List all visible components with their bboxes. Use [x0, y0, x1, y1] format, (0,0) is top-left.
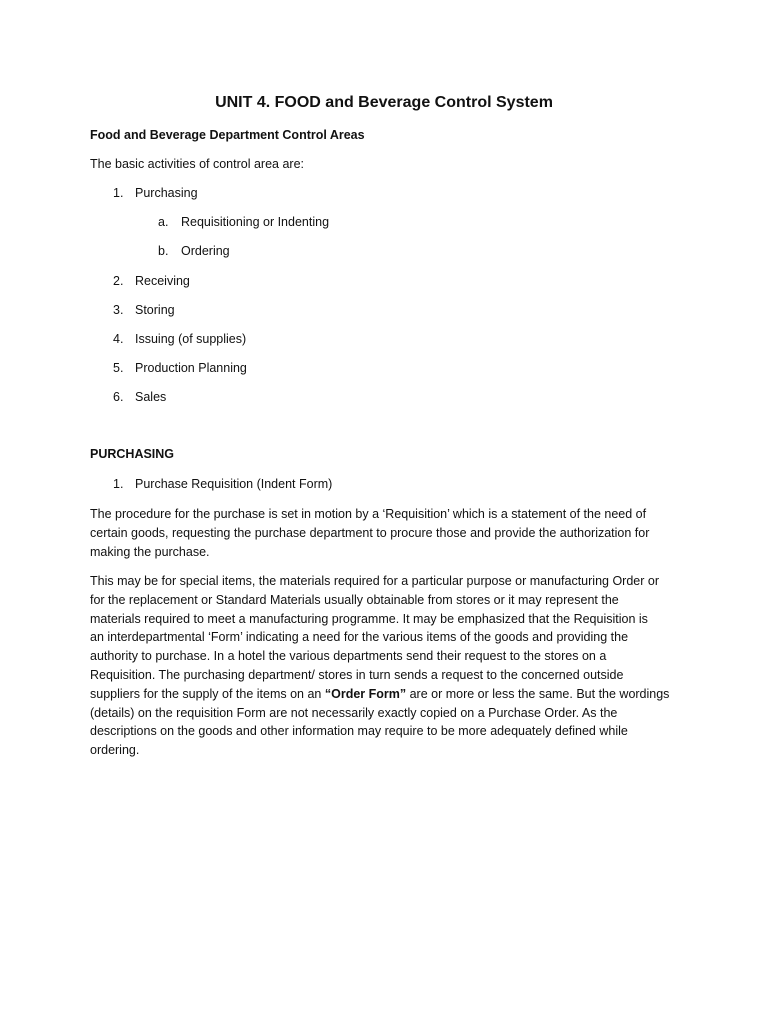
paragraph-line: certain goods, requesting the purchase department to procure those and provide the authorization for	[90, 525, 650, 540]
list-number: 5.	[113, 361, 124, 375]
line-text: suppliers for the supply of the items on an	[90, 686, 325, 701]
paragraph-line: for the replacement or Standard Materials usually obtainable from stores or it may represent the	[90, 592, 619, 607]
list-number: 4.	[113, 332, 124, 346]
list-number: 2.	[113, 274, 124, 288]
list-label: Receiving	[135, 274, 190, 288]
list-number: 1.	[113, 477, 124, 491]
list-label: Issuing (of supplies)	[135, 332, 247, 346]
list-number: 6.	[113, 390, 124, 404]
list-label: Purchase Requisition (Indent Form)	[135, 477, 333, 491]
paragraph-line: Requisition. The purchasing department/ stores in turn sends a request to the concerned outside	[90, 667, 624, 682]
list-number: 1.	[113, 186, 124, 200]
list-letter: a.	[158, 215, 169, 229]
line-text: are or more or less the same. But the wordings	[406, 686, 670, 701]
list-label: Production Planning	[135, 361, 247, 375]
paragraph-line: descriptions on the goods and other information may require to be more adequately defined while	[90, 724, 628, 739]
paragraph-line	[90, 685, 682, 704]
list-letter: b.	[158, 244, 169, 258]
list-label: Storing	[135, 303, 175, 317]
list-label: Ordering	[181, 244, 230, 258]
order-form-emphasis: “Order Form”	[324, 686, 407, 701]
paragraph-line: (details) on the requisition Form are not necessarily exactly copied on a Purchase Order. As the	[90, 705, 618, 720]
paragraph-details	[90, 572, 682, 760]
list-label: Requisitioning or Indenting	[181, 215, 330, 229]
paragraph-line: making the purchase.	[90, 544, 210, 559]
paragraph-line: authority to purchase. In a hotel the various departments send their request to the stores on a	[90, 649, 607, 664]
paragraph-line: an interdepartmental ‘Form’ indicating a need for the various items of the goods and providing the	[90, 630, 629, 645]
intro-text: The basic activities of control area are:	[90, 157, 304, 171]
paragraph-line: materials required to meet a manufacturing programme. It may be emphasized that the Requisition is	[90, 611, 648, 626]
section-heading: Food and Beverage Department Control Areas	[90, 128, 365, 142]
paragraph-requisition	[90, 505, 682, 561]
purchasing-heading: PURCHASING	[90, 447, 175, 461]
page-title: UNIT 4. FOOD and Beverage Control System	[215, 94, 553, 111]
paragraph-line: This may be for special items, the materials required for a particular purpose or manufacturing Order or	[90, 574, 659, 588]
list-label: Sales	[135, 390, 167, 404]
paragraph-line: The procedure for the purchase is set in motion by a ‘Requisition’ which is a statement of the need of	[90, 507, 647, 521]
paragraph-line: ordering.	[90, 743, 140, 758]
list-number: 3.	[113, 303, 124, 317]
list-label: Purchasing	[135, 186, 198, 200]
